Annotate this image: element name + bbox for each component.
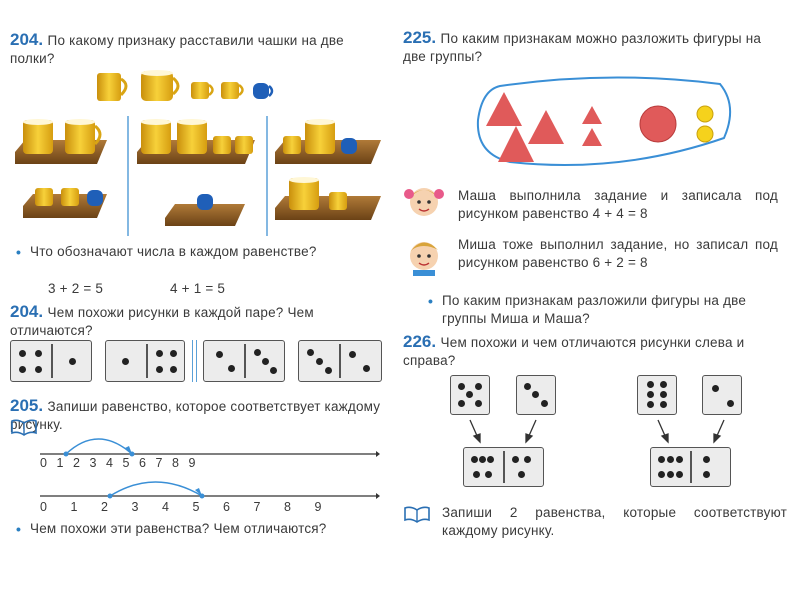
number-line-label: 1 xyxy=(70,500,78,514)
cup-blue-icon xyxy=(253,83,272,99)
exercise-number: 204. xyxy=(10,302,44,321)
cup-icon xyxy=(97,73,126,101)
domino-1-4 xyxy=(105,340,185,382)
number-line-label: 6 xyxy=(139,456,146,470)
number-line-label: 3 xyxy=(131,500,139,514)
number-line-label: 8 xyxy=(172,456,179,470)
cup-icon xyxy=(191,82,213,99)
domino-3-2 xyxy=(298,340,382,382)
number-line-label: 9 xyxy=(314,500,322,514)
bullet-icon: • xyxy=(428,293,434,309)
book-icon xyxy=(10,418,38,436)
number-line-label: 3 xyxy=(89,456,97,470)
number-line-2 xyxy=(40,474,380,524)
number-line-1-labels xyxy=(40,456,380,472)
book-icon xyxy=(403,505,431,523)
task-write-equations: Запиши 2 равенства, которые соответствуют каждому рисунку. xyxy=(442,505,787,538)
domino-4-1 xyxy=(10,340,92,382)
girl-avatar-icon xyxy=(403,180,445,222)
exercise-text: По какому признаку расставили чашки на две полки? xyxy=(10,33,344,66)
circle-large-icon xyxy=(640,106,676,142)
question-text: Чем похожи эти равенства? Чем отличаются? xyxy=(30,521,327,536)
exercise-text: Чем похожи и чем отличаются рисунки слева и справа? xyxy=(403,335,745,368)
number-line-label: 2 xyxy=(73,456,80,470)
circle-small-icon xyxy=(697,126,713,142)
exercise-text: Чем похожи рисунки в каждой паре? Чем отличаются? xyxy=(10,305,314,338)
number-line-label: 5 xyxy=(122,456,130,470)
equation-1: 3 + 2 = 5 xyxy=(48,281,104,296)
number-line-label: 0 xyxy=(40,500,47,514)
exercise-text: По каким признакам можно разложить фигуры на две группы? xyxy=(403,31,762,64)
number-line-label: 7 xyxy=(155,456,163,470)
cup-icon xyxy=(141,70,178,101)
cup-icon xyxy=(221,82,243,99)
triangle-small-icon xyxy=(582,128,602,146)
exercise-225 xyxy=(403,28,788,66)
domino-2-3 xyxy=(203,340,285,382)
triangle-large-icon xyxy=(486,92,522,126)
exercise-204-dominoes xyxy=(10,302,382,340)
exercise-number: 205. xyxy=(10,396,44,415)
number-line-label: 4 xyxy=(162,500,169,514)
exercise-number: 225. xyxy=(403,28,437,47)
exercise-226 xyxy=(403,332,788,370)
number-line-label: 9 xyxy=(188,456,196,470)
domino-5-3 xyxy=(463,447,544,487)
number-line-2-labels xyxy=(40,500,380,516)
exercise-number: 204. xyxy=(10,30,44,49)
boy-avatar-icon xyxy=(403,234,445,276)
question-equations-compare xyxy=(16,520,382,538)
number-line-label: 2 xyxy=(101,500,108,514)
dice-three xyxy=(516,375,556,415)
masha-statement: Маша выполнила задание и записала под рисунком равенство 4 + 4 = 8 xyxy=(458,188,778,221)
equation-2: 4 + 1 = 5 xyxy=(170,281,226,296)
cups-shelves-illustration xyxy=(15,68,385,236)
number-line-label: 5 xyxy=(192,500,200,514)
bullet-icon: • xyxy=(16,521,22,537)
question-text: По каким признакам разложили фигуры на две группы Миша и Маша? xyxy=(442,293,747,326)
number-line-label: 0 xyxy=(40,456,47,470)
misha-statement: Миша тоже выполнил задание, но записал под рисунком равенство 6 + 2 = 8 xyxy=(458,237,778,270)
dice-six xyxy=(637,375,677,415)
pair-divider xyxy=(192,340,197,382)
shapes-oval-illustration xyxy=(470,76,740,170)
triangle-large-icon xyxy=(528,110,564,144)
dice-five xyxy=(450,375,490,415)
number-line-label: 6 xyxy=(223,500,230,514)
triangle-small-icon xyxy=(582,106,602,124)
number-line-label: 7 xyxy=(253,500,261,514)
exercise-204-cups xyxy=(10,30,382,68)
question-groups xyxy=(428,292,787,328)
bullet-icon: • xyxy=(16,244,22,260)
dice-two xyxy=(702,375,742,415)
arrows xyxy=(440,418,760,448)
number-line-label: 4 xyxy=(106,456,113,470)
number-line-label: 1 xyxy=(56,456,64,470)
circle-small-icon xyxy=(697,106,713,122)
domino-6-2 xyxy=(650,447,731,487)
number-line-label: 8 xyxy=(284,500,291,514)
question-text: Что обозначают числа в каждом равенстве? xyxy=(30,244,317,259)
question-numbers-meaning xyxy=(16,243,382,261)
exercise-text: Запиши равенство, которое соответствует каждому рисунку. xyxy=(10,399,381,432)
exercise-number: 226. xyxy=(403,332,437,351)
